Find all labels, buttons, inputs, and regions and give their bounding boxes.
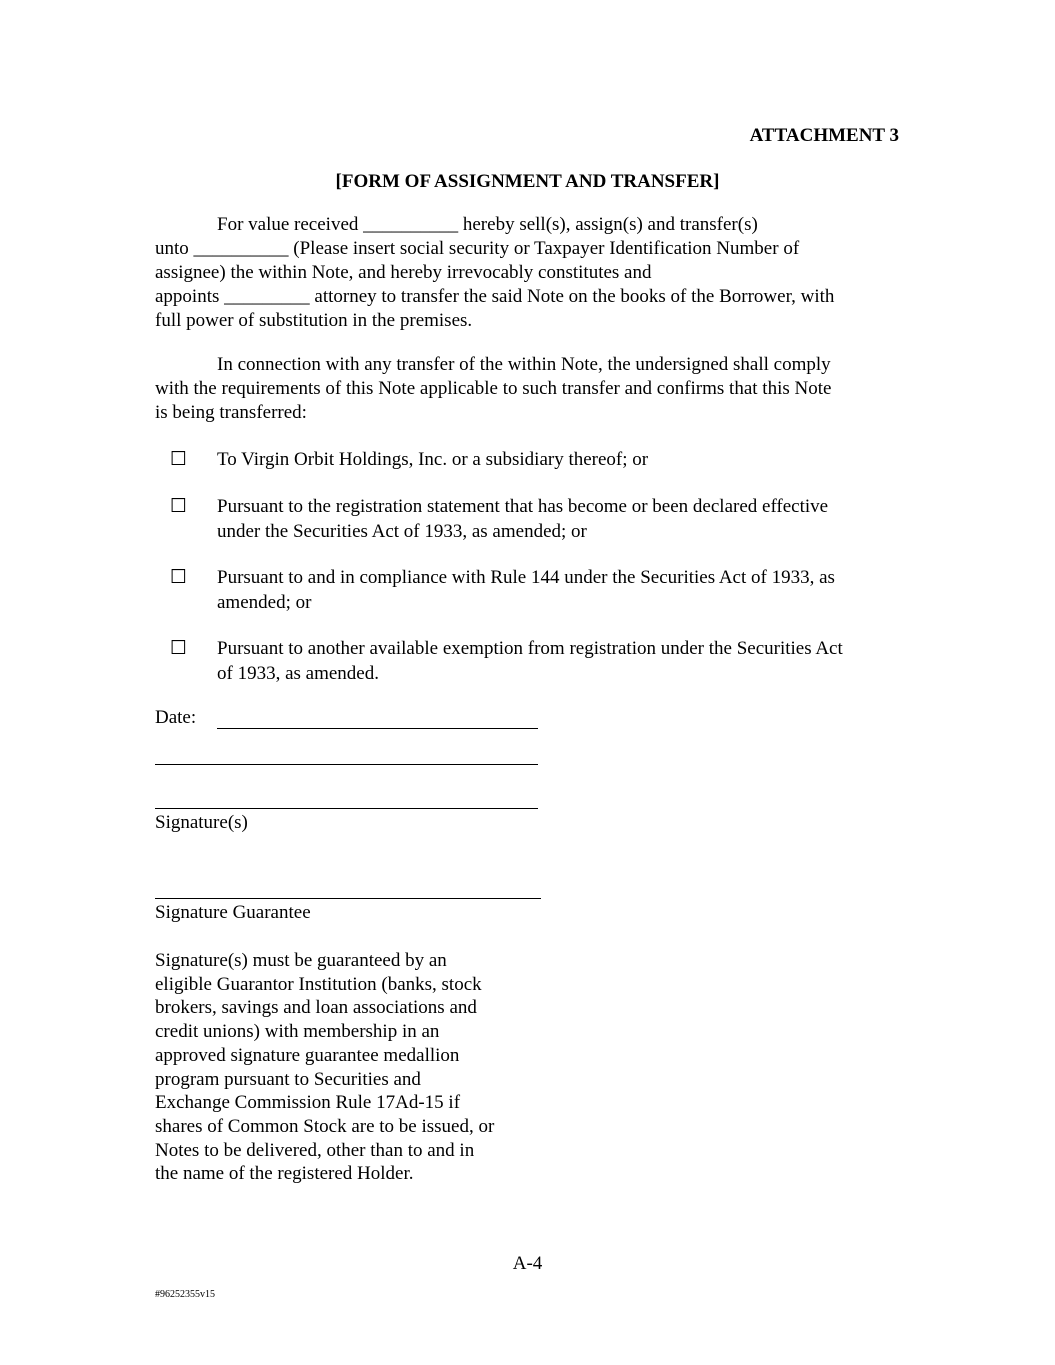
paragraph-line: unto __________ (Please insert social security or Taxpayer Identification Number of bbox=[155, 238, 800, 259]
note-line: shares of Common Stock are to be issued, or bbox=[155, 1115, 495, 1137]
option-text bbox=[217, 447, 907, 472]
note-line: program pursuant to Securities and bbox=[155, 1068, 421, 1090]
guarantee-note bbox=[155, 949, 535, 1186]
form-title: [FORM OF ASSIGNMENT AND TRANSFER] bbox=[335, 171, 720, 192]
signature-label: Signature(s) bbox=[155, 812, 248, 833]
option-text bbox=[217, 494, 907, 544]
note-line: approved signature guarantee medallion bbox=[155, 1044, 460, 1066]
paragraph-line: In connection with any transfer of the within Note, the undersigned shall comply bbox=[217, 354, 831, 375]
option-line: under the Securities Act of 1933, as amended; or bbox=[217, 521, 587, 542]
checkbox[interactable]: ☐ bbox=[170, 495, 188, 517]
option-line: Pursuant to another available exemption from registration under the Securities Act bbox=[217, 638, 843, 659]
option-line: of 1933, as amended. bbox=[217, 663, 379, 684]
option-text bbox=[217, 636, 907, 686]
compliance-paragraph bbox=[155, 353, 900, 425]
checkbox[interactable]: ☐ bbox=[170, 637, 188, 659]
option-line: Pursuant to and in compliance with Rule 144 under the Securities Act of 1933, as bbox=[217, 567, 835, 588]
note-line: credit unions) with membership in an bbox=[155, 1021, 440, 1043]
document-id: #96252355v15 bbox=[155, 1289, 215, 1300]
paragraph-line: is being transferred: bbox=[155, 402, 307, 423]
paragraph-line: assignee) the within Note, and hereby irrevocably constitutes and bbox=[155, 262, 652, 283]
paragraph-line: For value received __________ hereby sell(s), assign(s) and transfer(s) bbox=[217, 214, 758, 235]
checkbox[interactable]: ☐ bbox=[170, 448, 188, 470]
note-line: the name of the registered Holder. bbox=[155, 1163, 414, 1185]
paragraph-line: with the requirements of this Note applicable to such transfer and confirms that this Note bbox=[155, 378, 832, 399]
option-line: Pursuant to the registration statement that has become or been declared effective bbox=[217, 496, 829, 517]
option-text bbox=[217, 565, 907, 615]
transfer-paragraph bbox=[155, 213, 900, 333]
guarantee-line[interactable] bbox=[155, 898, 541, 899]
attachment-heading: ATTACHMENT 3 bbox=[749, 125, 899, 146]
signature-line[interactable] bbox=[155, 764, 538, 765]
date-line[interactable] bbox=[217, 728, 538, 729]
date-label: Date: bbox=[155, 707, 197, 728]
page-number: A-4 bbox=[512, 1253, 543, 1274]
note-line: Exchange Commission Rule 17Ad-15 if bbox=[155, 1092, 461, 1114]
signature-line[interactable] bbox=[155, 808, 538, 809]
paragraph-line: appoints _________ attorney to transfer the said Note on the books of the Borrower, with bbox=[155, 286, 835, 307]
note-line: eligible Guarantor Institution (banks, stock bbox=[155, 973, 482, 995]
option-line: To Virgin Orbit Holdings, Inc. or a subsidiary thereof; or bbox=[217, 449, 649, 470]
note-line: Notes to be delivered, other than to and in bbox=[155, 1139, 475, 1161]
note-line: brokers, savings and loan associations and bbox=[155, 997, 477, 1019]
paragraph-line: full power of substitution in the premises. bbox=[155, 310, 473, 331]
note-line: Signature(s) must be guaranteed by an bbox=[155, 950, 447, 971]
guarantee-label: Signature Guarantee bbox=[155, 902, 311, 923]
option-line: amended; or bbox=[217, 592, 312, 613]
checkbox[interactable]: ☐ bbox=[170, 566, 188, 588]
